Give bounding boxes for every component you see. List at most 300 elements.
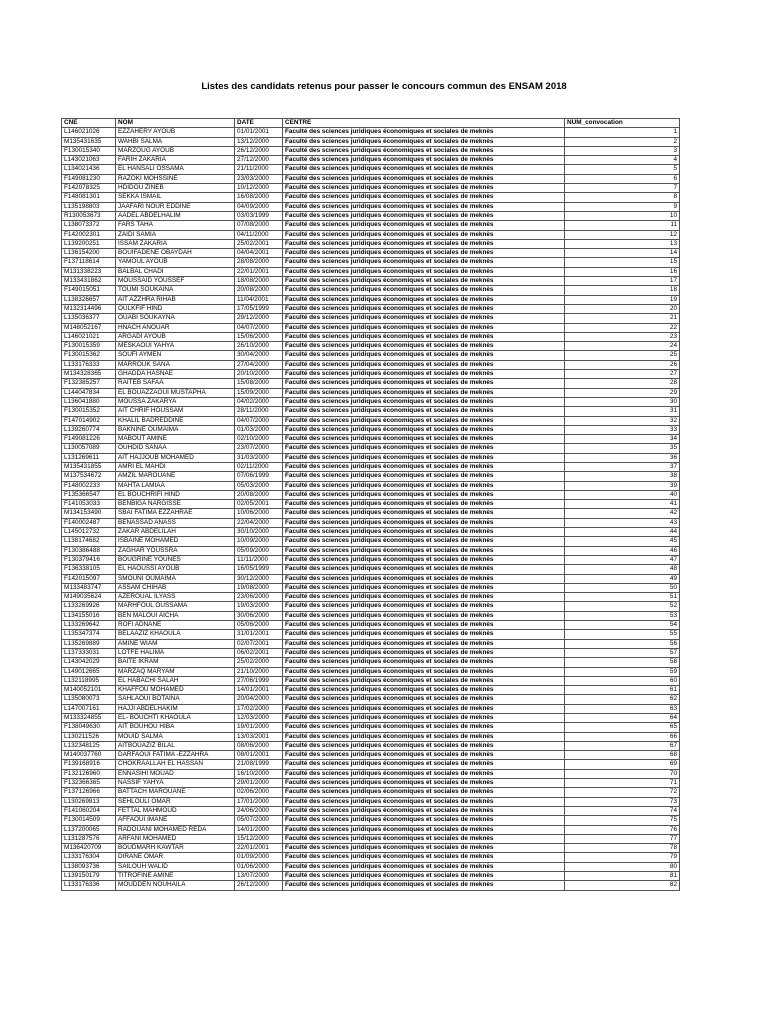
cell-centre: Faculté des sciences juridiques économiques et sociales de meknès [283,611,565,620]
cell-nom: ISBAINE MOHAMED [116,537,235,546]
column-header-cne: CNE [62,119,116,128]
table-row [62,425,680,434]
cell-num-convocation: 42 [565,509,680,518]
cell-centre: Faculté des sciences juridiques économiques et sociales de meknès [283,546,565,555]
cell-centre: Faculté des sciences juridiques économiques et sociales de meknès [283,462,565,471]
cell-centre: Faculté des sciences juridiques économiques et sociales de meknès [283,416,565,425]
cell-nom: SAILOUH WALID [116,862,235,871]
cell-centre: Faculté des sciences juridiques économiques et sociales de meknès [283,472,565,481]
cell-cne: L132118995 [62,676,116,685]
cell-centre: Faculté des sciences juridiques économiques et sociales de meknès [283,714,565,723]
cell-cne: F132385257 [62,379,116,388]
cell-num-convocation: 2 [565,137,680,146]
cell-centre: Faculté des sciences juridiques économiques et sociales de meknès [283,751,565,760]
table-row [62,676,680,685]
cell-cne: L131287576 [62,834,116,843]
cell-date: 29/12/2000 [235,314,283,323]
cell-centre: Faculté des sciences juridiques économiques et sociales de meknès [283,797,565,806]
cell-date: 28/08/2000 [235,258,283,267]
cell-centre: Faculté des sciences juridiques économiques et sociales de meknès [283,239,565,248]
cell-date: 26/12/2000 [235,881,283,890]
cell-nom: EL BOUCHRIFI HIND [116,490,235,499]
table-row [62,193,680,202]
cell-nom: ENNASIHI MOUAD [116,769,235,778]
table-row [62,481,680,490]
cell-cne: L146021026 [62,128,116,137]
cell-date: 20/10/2000 [235,370,283,379]
cell-date: 04/09/2000 [235,202,283,211]
cell-cne: L136041880 [62,397,116,406]
cell-cne: F142078325 [62,184,116,193]
cell-cne: F137126966 [62,788,116,797]
cell-centre: Faculté des sciences juridiques économiques et sociales de meknès [283,732,565,741]
table-row [62,639,680,648]
cell-centre: Faculté des sciences juridiques économiques et sociales de meknès [283,648,565,657]
cell-nom: CHOKRAALLAH EL HASSAN [116,760,235,769]
cell-centre: Faculté des sciences juridiques économiques et sociales de meknès [283,397,565,406]
cell-cne: L135269889 [62,639,116,648]
cell-date: 04/04/2001 [235,249,283,258]
cell-num-convocation: 28 [565,379,680,388]
cell-cne: L135080073 [62,695,116,704]
cell-num-convocation: 69 [565,760,680,769]
cell-nom: SBAI FATIMA EZZAHRAE [116,509,235,518]
cell-centre: Faculté des sciences juridiques économiques et sociales de meknès [283,314,565,323]
cell-date: 17/01/2000 [235,797,283,806]
cell-num-convocation: 22 [565,323,680,332]
cell-nom: HAJJI ABDELHAKIM [116,704,235,713]
cell-cne: L137333031 [62,648,116,657]
cell-date: 05/03/2000 [235,481,283,490]
cell-cne: F130015352 [62,407,116,416]
cell-num-convocation: 35 [565,444,680,453]
cell-cne: R130053673 [62,211,116,220]
cell-nom: BELAAZIZ KHAOULA [116,630,235,639]
cell-nom: HDIDOU ZINEB [116,184,235,193]
table-row [62,128,680,137]
cell-cne: L133269642 [62,621,116,630]
cell-cne: L146021021 [62,332,116,341]
table-row [62,593,680,602]
cell-date: 04/07/2000 [235,323,283,332]
table-row [62,732,680,741]
cell-nom: ARGADI AYOUB [116,332,235,341]
cell-num-convocation: 43 [565,518,680,527]
table-row [62,704,680,713]
cell-num-convocation: 75 [565,816,680,825]
cell-cne: M137534672 [62,472,116,481]
cell-centre: Faculté des sciences juridiques économiques et sociales de meknès [283,370,565,379]
cell-nom: FETTAL MAHMOUD [116,806,235,815]
cell-nom: BENBIGA NARGISSE [116,500,235,509]
cell-cne: M131338223 [62,267,116,276]
cell-num-convocation: 74 [565,806,680,815]
cell-centre: Faculté des sciences juridiques économiques et sociales de meknès [283,128,565,137]
cell-nom: BALBAL CHADI [116,267,235,276]
cell-centre: Faculté des sciences juridiques économiques et sociales de meknès [283,146,565,155]
table-row [62,611,680,620]
table-row [62,397,680,406]
cell-date: 08/06/2000 [235,741,283,750]
cell-centre: Faculté des sciences juridiques économiques et sociales de meknès [283,658,565,667]
table-row [62,258,680,267]
cell-centre: Faculté des sciences juridiques économiques et sociales de meknès [283,593,565,602]
table-row [62,342,680,351]
cell-cne: L138093736 [62,862,116,871]
cell-date: 23/07/2000 [235,444,283,453]
cell-centre: Faculté des sciences juridiques économiques et sociales de meknès [283,481,565,490]
cell-num-convocation: 14 [565,249,680,258]
cell-num-convocation: 64 [565,714,680,723]
cell-date: 22/04/2000 [235,518,283,527]
cell-nom: MARROUK SANA [116,360,235,369]
table-row [62,695,680,704]
table-row [62,825,680,834]
cell-date: 26/12/2000 [235,146,283,155]
cell-date: 16/08/2000 [235,193,283,202]
cell-num-convocation: 34 [565,435,680,444]
table-row [62,221,680,230]
cell-num-convocation: 47 [565,555,680,564]
cell-nom: AZEROUAL ILYASS [116,593,235,602]
cell-date: 14/01/2000 [235,825,283,834]
cell-num-convocation: 10 [565,211,680,220]
cell-cne: L136154200 [62,249,116,258]
cell-num-convocation: 59 [565,667,680,676]
table-row [62,407,680,416]
cell-num-convocation: 26 [565,360,680,369]
cell-nom: DARFAOUI FATIMA -EZZAHRA [116,751,235,760]
cell-date: 27/12/2000 [235,156,283,165]
cell-cne: L130057089 [62,444,116,453]
cell-cne: F141053033 [62,500,116,509]
cell-nom: MAHTA LAMIAA [116,481,235,490]
cell-cne: M133324855 [62,714,116,723]
cell-cne: L135347374 [62,630,116,639]
cell-num-convocation: 9 [565,202,680,211]
cell-nom: FARIH ZAKARIA [116,156,235,165]
table-row [62,509,680,518]
cell-num-convocation: 19 [565,295,680,304]
cell-nom: MARZOUG AYOUB [116,146,235,155]
table-row [62,174,680,183]
cell-centre: Faculté des sciences juridiques économiques et sociales de meknès [283,621,565,630]
cell-centre: Faculté des sciences juridiques économiques et sociales de meknès [283,500,565,509]
cell-num-convocation: 6 [565,174,680,183]
table-row [62,286,680,295]
cell-date: 08/01/2001 [235,751,283,760]
table-row [62,462,680,471]
cell-date: 02/07/2001 [235,639,283,648]
cell-centre: Faculté des sciences juridiques économiques et sociales de meknès [283,388,565,397]
cell-centre: Faculté des sciences juridiques économiques et sociales de meknès [283,360,565,369]
table-row [62,546,680,555]
cell-num-convocation: 72 [565,788,680,797]
cell-date: 07/08/2000 [235,221,283,230]
cell-centre: Faculté des sciences juridiques économiques et sociales de meknès [283,435,565,444]
cell-cne: M149035624 [62,593,116,602]
cell-num-convocation: 80 [565,862,680,871]
cell-num-convocation: 3 [565,146,680,155]
cell-num-convocation: 33 [565,425,680,434]
table-row [62,602,680,611]
cell-nom: LOTFE HALIMA [116,648,235,657]
cell-cne: F130015340 [62,146,116,155]
table-row [62,472,680,481]
cell-date: 04/02/2000 [235,397,283,406]
cell-cne: F132366365 [62,779,116,788]
table-row [62,332,680,341]
cell-cne: L149012665 [62,667,116,676]
cell-nom: BOUIFADENE OBAYDAH [116,249,235,258]
cell-nom: JAAFARI NOUR EDDINE [116,202,235,211]
cell-date: 01/03/2000 [235,425,283,434]
cell-nom: NASSIF YAHYA [116,779,235,788]
table-row [62,388,680,397]
cell-num-convocation: 37 [565,462,680,471]
cell-nom: SEKKA ISMAIL [116,193,235,202]
cell-nom: MARZAQ MARYAM [116,667,235,676]
cell-centre: Faculté des sciences juridiques économiques et sociales de meknès [283,379,565,388]
cell-cne: F148081301 [62,193,116,202]
cell-num-convocation: 57 [565,648,680,657]
table-row [62,723,680,732]
cell-nom: EZZAHERY AYOUB [116,128,235,137]
document-title: Listes des candidats retenus pour passer le concours commun des ENSAM 2018 [201,81,567,92]
cell-cne: F149081226 [62,435,116,444]
cell-centre: Faculté des sciences juridiques économiques et sociales de meknès [283,249,565,258]
table-row [62,862,680,871]
cell-date: 25/02/2000 [235,658,283,667]
cell-nom: EL BOUAZZAOUI MUSTAPHA [116,388,235,397]
cell-nom: ISSAM ZAKARIA [116,239,235,248]
cell-num-convocation: 39 [565,481,680,490]
cell-date: 24/06/2000 [235,806,283,815]
cell-centre: Faculté des sciences juridiques économiques et sociales de meknès [283,853,565,862]
cell-cne: F132126960 [62,769,116,778]
cell-cne: L138073372 [62,221,116,230]
cell-nom: AMZIL MAROUANE [116,472,235,481]
cell-centre: Faculté des sciences juridiques économiques et sociales de meknès [283,574,565,583]
table-row [62,490,680,499]
cell-date: 16/10/2000 [235,769,283,778]
cell-cne: L134155016 [62,611,116,620]
cell-cne: M132314496 [62,304,116,313]
cell-nom: SOUFI AYMEN [116,351,235,360]
cell-centre: Faculté des sciences juridiques économiques et sociales de meknès [283,816,565,825]
cell-num-convocation: 79 [565,853,680,862]
cell-date: 22/01/2001 [235,844,283,853]
cell-nom: BAKNINE OUMAIMA [116,425,235,434]
cell-centre: Faculté des sciences juridiques économiques et sociales de meknès [283,639,565,648]
cell-centre: Faculté des sciences juridiques économiques et sociales de meknès [283,676,565,685]
cell-centre: Faculté des sciences juridiques économiques et sociales de meknès [283,872,565,881]
cell-num-convocation: 25 [565,351,680,360]
cell-date: 23/06/2000 [235,593,283,602]
table-row [62,583,680,592]
table-row [62,137,680,146]
cell-centre: Faculté des sciences juridiques économiques et sociales de meknès [283,165,565,174]
table-header-row [62,119,680,128]
cell-cne: F130015359 [62,342,116,351]
cell-nom: BOUDMARH KAWTAR [116,844,235,853]
cell-cne: F135366547 [62,490,116,499]
cell-date: 30/06/2000 [235,611,283,620]
cell-centre: Faculté des sciences juridiques économiques et sociales de meknès [283,174,565,183]
cell-cne: L137200065 [62,825,116,834]
cell-num-convocation: 16 [565,267,680,276]
cell-nom: BOUGRINE YOUNES [116,555,235,564]
cell-nom: SMOUNI OUMAIMA [116,574,235,583]
cell-centre: Faculté des sciences juridiques économiques et sociales de meknès [283,137,565,146]
cell-date: 15/09/2000 [235,388,283,397]
cell-centre: Faculté des sciences juridiques économiques et sociales de meknès [283,769,565,778]
cell-date: 13/07/2000 [235,872,283,881]
cell-num-convocation: 71 [565,779,680,788]
cell-nom: MOUDDEN NOUHAILA [116,881,235,890]
cell-cne: M140052101 [62,686,116,695]
table-row [62,714,680,723]
cell-date: 10/12/2000 [235,184,283,193]
cell-date: 31/03/2000 [235,453,283,462]
cell-nom: AMRI EL MAHDI [116,462,235,471]
table-row [62,872,680,881]
cell-centre: Faculté des sciences juridiques économiques et sociales de meknès [283,555,565,564]
cell-num-convocation: 7 [565,184,680,193]
cell-num-convocation: 4 [565,156,680,165]
cell-date: 21/11/2000 [235,165,283,174]
cell-date: 27/04/2000 [235,360,283,369]
cell-date: 05/09/2000 [235,546,283,555]
table-row [62,853,680,862]
cell-nom: MOUID SALMA [116,732,235,741]
cell-cne: F141060204 [62,806,116,815]
cell-num-convocation: 15 [565,258,680,267]
cell-cne: L130211526 [62,732,116,741]
cell-num-convocation: 8 [565,193,680,202]
cell-date: 30/12/2000 [235,574,283,583]
table-row [62,435,680,444]
cell-date: 19/03/2000 [235,602,283,611]
cell-date: 15/08/2000 [235,379,283,388]
cell-nom: BEN MALOUI AICHA [116,611,235,620]
cell-centre: Faculté des sciences juridiques économiques et sociales de meknès [283,425,565,434]
cell-num-convocation: 51 [565,593,680,602]
cell-centre: Faculté des sciences juridiques économiques et sociales de meknès [283,788,565,797]
table-row [62,881,680,890]
cell-num-convocation: 46 [565,546,680,555]
cell-date: 20/04/2000 [235,695,283,704]
cell-cne: L133176333 [62,360,116,369]
cell-centre: Faculté des sciences juridiques économiques et sociales de meknès [283,862,565,871]
table-row [62,806,680,815]
cell-centre: Faculté des sciences juridiques économiques et sociales de meknès [283,834,565,843]
cell-centre: Faculté des sciences juridiques économiques et sociales de meknès [283,295,565,304]
cell-nom: EL HANSALI OSSAMA [116,165,235,174]
cell-centre: Faculté des sciences juridiques économiques et sociales de meknès [283,565,565,574]
cell-num-convocation: 38 [565,472,680,481]
cell-date: 15/06/2000 [235,332,283,341]
cell-centre: Faculté des sciences juridiques économiques et sociales de meknès [283,277,565,286]
cell-date: 10/09/2000 [235,537,283,546]
cell-nom: AIT CHRIF HOUSSAM [116,407,235,416]
table-row [62,295,680,304]
cell-date: 17/05/1999 [235,304,283,313]
cell-num-convocation: 40 [565,490,680,499]
cell-centre: Faculté des sciences juridiques économiques et sociales de meknès [283,453,565,462]
cell-num-convocation: 76 [565,825,680,834]
cell-nom: AIT AZZHRA RIHAB [116,295,235,304]
cell-num-convocation: 53 [565,611,680,620]
cell-cne: M135431635 [62,137,116,146]
table-row [62,788,680,797]
cell-date: 06/02/2001 [235,648,283,657]
cell-num-convocation: 5 [565,165,680,174]
cell-num-convocation: 65 [565,723,680,732]
cell-cne: F142002301 [62,230,116,239]
cell-date: 20/08/2000 [235,286,283,295]
cell-num-convocation: 45 [565,537,680,546]
cell-cne: L133269926 [62,602,116,611]
cell-num-convocation: 61 [565,686,680,695]
cell-num-convocation: 1 [565,128,680,137]
table-row [62,230,680,239]
cell-cne: F149015051 [62,286,116,295]
cell-cne: L147007161 [62,704,116,713]
cell-date: 16/05/1999 [235,565,283,574]
table-body [62,128,680,890]
table-row [62,686,680,695]
cell-cne: L143021063 [62,156,116,165]
cell-cne: L139260774 [62,425,116,434]
cell-centre: Faculté des sciences juridiques économiques et sociales de meknès [283,741,565,750]
cell-num-convocation: 60 [565,676,680,685]
table-row [62,156,680,165]
cell-nom: MARHFOUL OUSSAMA [116,602,235,611]
cell-cne: F137118614 [62,258,116,267]
cell-centre: Faculté des sciences juridiques économiques et sociales de meknès [283,221,565,230]
cell-cne: L139200251 [62,239,116,248]
cell-centre: Faculté des sciences juridiques économiques et sociales de meknès [283,332,565,341]
cell-nom: EL HAOUSSI AYOUB [116,565,235,574]
cell-date: 19/01/2000 [235,723,283,732]
cell-nom: ZAIDI SAMIA [116,230,235,239]
table-row [62,360,680,369]
table-row [62,760,680,769]
cell-num-convocation: 31 [565,407,680,416]
cell-centre: Faculté des sciences juridiques économiques et sociales de meknès [283,490,565,499]
cell-nom: AADEL ABDELHALIM [116,211,235,220]
cell-cne: F130386488 [62,546,116,555]
cell-centre: Faculté des sciences juridiques économiques et sociales de meknès [283,193,565,202]
column-header-centre: CENTRE [283,119,565,128]
cell-num-convocation: 21 [565,314,680,323]
cell-date: 27/06/1999 [235,676,283,685]
cell-cne: F142015097 [62,574,116,583]
cell-num-convocation: 70 [565,769,680,778]
cell-num-convocation: 73 [565,797,680,806]
cell-num-convocation: 32 [565,416,680,425]
cell-date: 29/01/2000 [235,779,283,788]
cell-date: 10/06/2000 [235,509,283,518]
cell-date: 15/12/2000 [235,834,283,843]
cell-cne: M148052167 [62,323,116,332]
cell-num-convocation: 36 [565,453,680,462]
cell-centre: Faculté des sciences juridiques économiques et sociales de meknès [283,258,565,267]
table-row [62,751,680,760]
table-row [62,379,680,388]
cell-date: 01/06/2000 [235,862,283,871]
